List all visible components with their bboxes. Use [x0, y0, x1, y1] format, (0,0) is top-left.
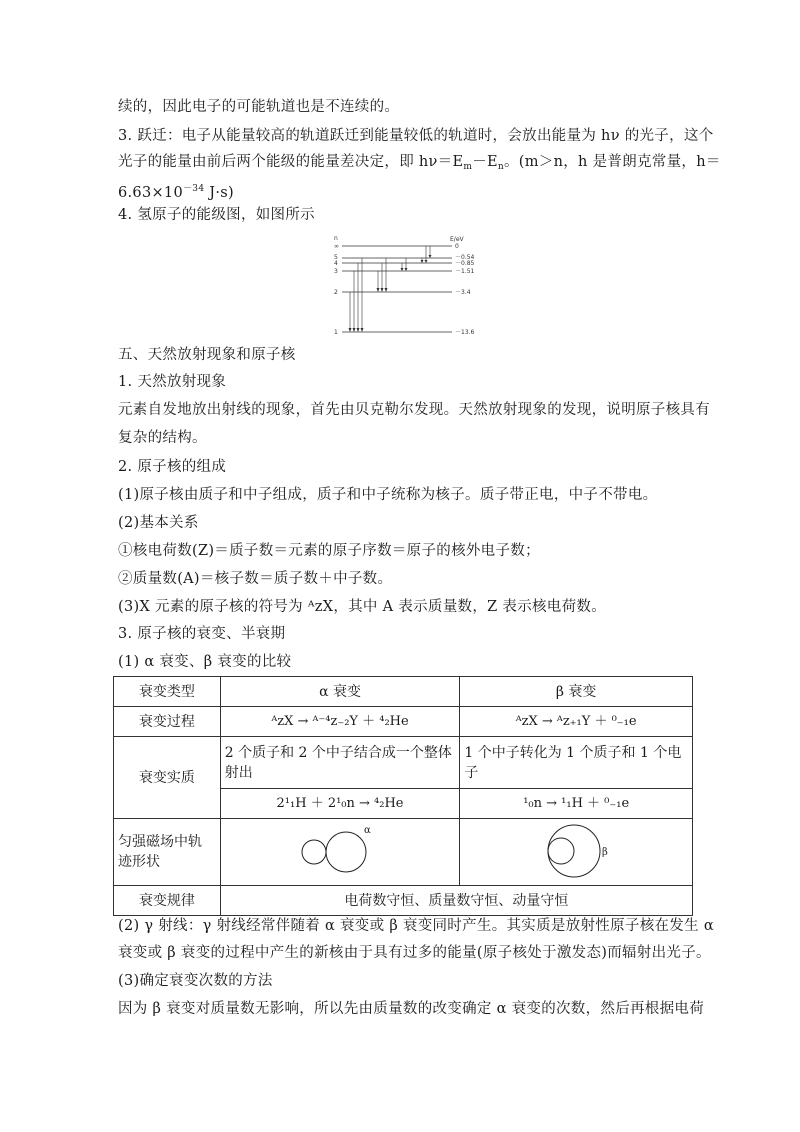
table-cell — [220, 819, 460, 886]
subscript: m — [463, 162, 473, 172]
table-cell: ¹₀n → ¹₁H ＋ ⁰₋₁e — [460, 789, 693, 819]
table-cell: ᴬzX → ᴬz₊₁Y ＋ ⁰₋₁e — [460, 707, 693, 737]
text-line: 因为 β 衰变对质量数无影响，所以先由质量数的改变确定 α 衰变的次数，然后再根据电荷 — [118, 1001, 705, 1017]
level-n-5: 5 — [334, 254, 338, 261]
level-e-4: －0.85 — [455, 260, 475, 267]
text-line-formula — [118, 152, 721, 177]
text-line: 元素自发地放出射线的现象，首先由贝克勒尔发现。天然放射现象的发现，说明原子核具有 — [118, 402, 710, 418]
level-e-2: －3.4 — [455, 289, 471, 296]
level-n-inf: ∞ — [334, 243, 339, 250]
text-line: 3. 跃迁：电子从能量较高的轨道跃迁到能量较低的轨道时，会放出能量为 hν 的光子，这个 — [118, 128, 714, 144]
table-header: α 衰变 — [220, 677, 460, 707]
table-cell: 2¹₁H ＋ 2¹₀n → ⁴₂He — [220, 789, 460, 819]
text-line: 4. 氢原子的能级图，如图所示 — [118, 207, 315, 223]
text-line: 衰变或 β 衰变的过程中产生的新核由于具有过多的能量(原子核处于激发态)而辐射出光子。 — [118, 945, 711, 961]
level-n-1: 1 — [334, 329, 338, 336]
table-header: 衰变类型 — [114, 677, 221, 707]
table-row — [114, 677, 693, 707]
cell-line: 子 — [464, 764, 479, 781]
table-cell: 衰变过程 — [114, 707, 221, 737]
table-row — [114, 707, 693, 737]
table-cell: ᴬzX → ᴬ⁻⁴z₋₂Y ＋ ⁴₂He — [220, 707, 460, 737]
cell-line: 迹形状 — [118, 854, 160, 870]
axis-label-n: n — [334, 235, 338, 242]
table-cell: 衰变规律 — [114, 886, 221, 916]
text-line: (1)原子核由质子和中子组成，质子和中子统称为核子。质子带正电，中子不带电。 — [118, 487, 658, 503]
small-circle — [302, 840, 326, 864]
text-line: (2)基本关系 — [118, 515, 199, 531]
small-circle — [548, 838, 574, 864]
level-lines — [342, 246, 452, 332]
text-line: ①核电荷数(Z)＝质子数＝元素的原子序数＝原子的核外电子数； — [118, 543, 540, 559]
beta-track-diagram — [516, 819, 636, 879]
decay-comparison-table — [113, 676, 693, 916]
level-e-5: －0.54 — [455, 254, 475, 261]
level-e-3: －1.51 — [455, 268, 475, 275]
alpha-track-diagram — [280, 819, 400, 879]
text-fragment: 6.63×10 — [118, 185, 183, 201]
text-line-formula — [118, 179, 690, 203]
large-circle — [326, 832, 366, 872]
text-fragment: 。(m＞n，h 是普朗克常量，h＝ — [504, 154, 721, 170]
cell-line: 1 个中子转化为 1 个质子和 1 个电 — [464, 744, 682, 761]
arrow-heads — [349, 255, 432, 332]
level-e-1: －13.6 — [455, 329, 475, 336]
text-line: ②质量数(A)＝核子数＝质子数＋中子数。 — [118, 571, 393, 587]
level-e-inf: 0 — [455, 243, 459, 250]
table-row — [114, 819, 693, 886]
text-line: (1) α 衰变、β 衰变的比较 — [118, 654, 292, 670]
table-cell — [460, 737, 693, 789]
table-header: β 衰变 — [460, 677, 693, 707]
alpha-label: α — [364, 825, 371, 836]
table-row — [114, 737, 693, 789]
subscript: n — [497, 162, 504, 172]
table-cell — [460, 819, 693, 886]
superscript: －34 — [183, 184, 205, 194]
text-line: 3. 原子核的衰变、半衰期 — [118, 626, 286, 642]
beta-label: β — [602, 847, 608, 858]
energy-level-diagram — [330, 232, 480, 342]
cell-line: 2 个质子和 2 个中子结合成一个整体 — [224, 744, 452, 761]
transition-arrows — [350, 246, 430, 331]
level-n-3: 3 — [334, 268, 338, 275]
text-line: (2) γ 射线：γ 射线经常伴随着 α 衰变或 β 衰变同时产生。其实质是放射性原子核在发生 α — [118, 918, 714, 934]
level-n-4: 4 — [334, 260, 338, 267]
section-heading: 五、天然放射现象和原子核 — [118, 347, 296, 363]
text-line: 续的，因此电子的可能轨道也是不连续的。 — [118, 99, 400, 115]
text-line: 1. 天然放射现象 — [118, 374, 227, 390]
text-line: (3)X 元素的原子核的符号为 ᴬzX，其中 A 表示质量数，Z 表示核电荷数。 — [118, 599, 607, 615]
text-line: 复杂的结构。 — [118, 430, 207, 446]
level-n-2: 2 — [334, 289, 338, 296]
table-cell — [114, 819, 221, 886]
text-fragment: J·s) — [204, 185, 234, 201]
cell-line: 匀强磁场中轨 — [118, 834, 202, 850]
table-cell: 衰变实质 — [114, 737, 221, 819]
table-row — [114, 886, 693, 916]
text-fragment: －E — [472, 154, 498, 170]
axis-label-energy: E/eV — [450, 236, 464, 243]
text-fragment: 光子的能量由前后两个能级的能量差决定，即 hν＝E — [118, 154, 464, 170]
table-cell: 电荷数守恒、质量数守恒、动量守恒 — [220, 886, 692, 916]
cell-line: 射出 — [224, 764, 253, 781]
table-cell — [220, 737, 460, 789]
text-line: 2. 原子核的组成 — [118, 459, 227, 475]
text-line: (3)确定衰变次数的方法 — [118, 973, 273, 989]
